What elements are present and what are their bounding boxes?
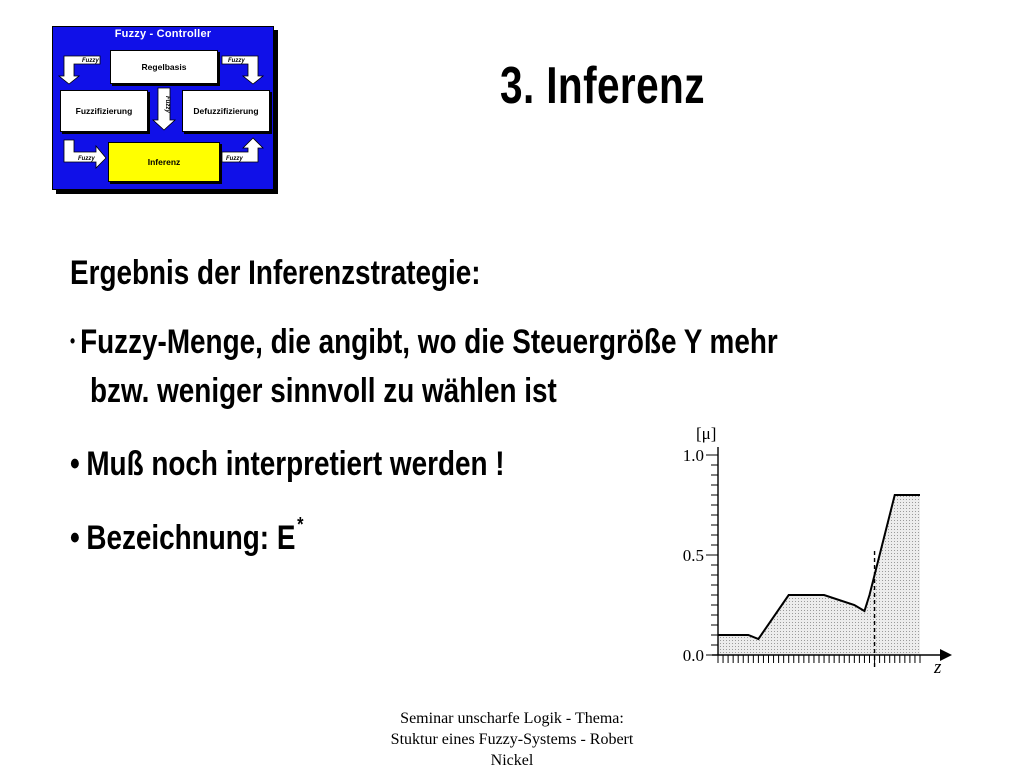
result-heading: Ergebnis der Inferenzstrategie:: [70, 254, 481, 292]
y-tick-label: 0.0: [682, 646, 704, 665]
arrow-down-middle-icon: [153, 88, 175, 130]
fuzzy-label-4: Fuzzy: [226, 156, 243, 162]
footer-line-3: Nickel: [490, 752, 534, 769]
footer: [352, 708, 672, 771]
fuzzy-label-2: Fuzzy: [228, 58, 245, 64]
bullet-3-text: Bezeichnung: E: [86, 519, 296, 557]
fuzzy-label-5: Fuzzy: [164, 96, 170, 113]
y-axis-label: [μ]: [696, 424, 717, 443]
fuzzy-controller-diagram: [52, 26, 278, 194]
fuzzy-label-3: Fuzzy: [78, 156, 95, 162]
bullet-3: [70, 514, 303, 558]
bullet-1-line-1: [70, 323, 778, 362]
y-tick-label: 0.5: [682, 546, 704, 565]
fuzzy-label-1: Fuzzy: [82, 58, 99, 64]
regelbasis-box: Regelbasis: [110, 50, 218, 84]
e-star-superscript: *: [297, 514, 304, 536]
x-axis-arrow-icon: [940, 649, 952, 661]
footer-line-1: Seminar unscharfe Logik - Thema:: [400, 710, 624, 727]
bullet-dot: •: [70, 519, 80, 557]
fuzzifizierung-box: Fuzzifizierung: [60, 90, 148, 132]
bullet-dot: •: [70, 331, 76, 351]
defuzzifizierung-box: Defuzzifizierung: [182, 90, 270, 132]
membership-chart: [660, 415, 960, 680]
diagram-title: Fuzzy - Controller: [114, 28, 212, 40]
footer-line-2: Stuktur eines Fuzzy-Systems - Robert: [390, 731, 634, 748]
inferenz-box: Inferenz: [108, 142, 220, 182]
x-axis-label: z: [934, 657, 942, 678]
bullet-dot: •: [70, 445, 80, 483]
arrow-right-bottom-icon: [64, 140, 106, 168]
bullet-2: [70, 445, 505, 484]
bullet-1-line-2: bzw. weniger sinnvoll zu wählen ist: [90, 372, 557, 410]
bullet-2-text: Muß noch interpretiert werden !: [86, 445, 505, 483]
slide-title: 3. Inferenz: [500, 57, 705, 115]
bullet-1-text: Fuzzy-Menge, die angibt, wo die Steuergröße Y mehr: [80, 323, 778, 361]
y-tick-label: 1.0: [682, 446, 704, 465]
